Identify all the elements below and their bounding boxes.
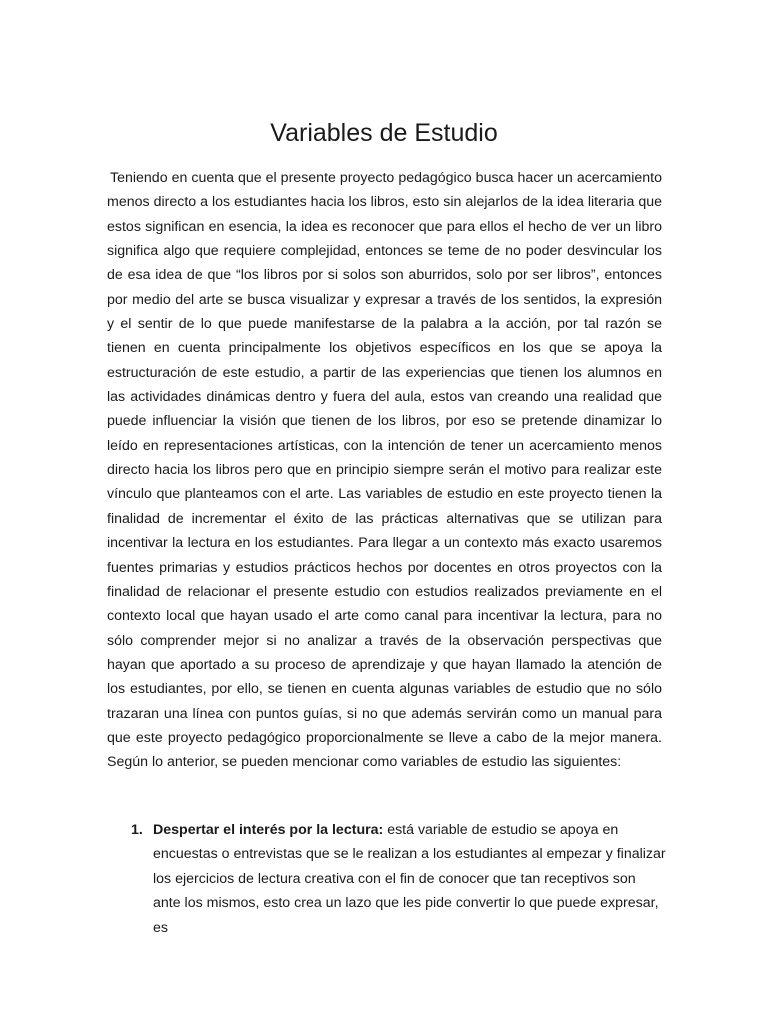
list-item — [107, 818, 667, 940]
page-title: Variables de Estudio — [270, 119, 498, 147]
body-paragraph: Teniendo en cuenta que el presente proyecto pedagógico busca hacer un acercamiento menos directo a los estudiantes hacia los libros, esto sin alejarlos de la idea literaria que estos significan en esencia, la idea es reconocer que para ellos el hecho de ver un libro significa algo que requiere complejidad, entonces se teme de no poder desvincular los de esa idea de que “los libros por si solos son aburridos, solo por ser libros”, entonces por medio del arte se busca visualizar y expresar a través de los sentidos, la expresión y el sentir de lo que puede manifestarse de la palabra a la acción, por tal razón se tienen en cuenta principalmente los objetivos específicos en los que se apoya la estructuración de este estudio, a partir de las experiencias que tienen los alumnos en las actividades dinámicas dentro y fuera del aula, estos van creando una realidad que puede influenciar la visión que tienen de los libros, por eso se pretende dinamizar lo leído en representaciones artísticas, con la intención de tener un acercamiento menos directo hacia los libros pero que en principio siempre serán el motivo para realizar este vínculo que planteamos con el arte. Las variables de estudio en este proyecto tienen la finalidad de incrementar el éxito de las prácticas alternativas que se utilizan para incentivar la lectura en los estudiantes. Para llegar a un contexto más exacto usaremos fuentes primarias y estudios prácticos hechos por docentes en otros proyectos con la finalidad de relacionar el presente estudio con estudios realizados previamente en el contexto local que hayan usado el arte como canal para incentivar la lectura, para no sólo comprender mejor si no analizar a través de la observación perspectivas que hayan que aportado a su proceso de aprendizaje y que hayan llamado la atención de los estudiantes, por ello, se tienen en cuenta algunas variables de estudio que no sólo trazaran una línea con puntos guías, si no que además servirán como un manual para que este proyecto pedagógico proporcionalmente se lleve a cabo de la mejor manera. Según lo anterior, se pueden mencionar como variables de estudio las siguientes: — [107, 170, 662, 771]
list-item-number: 1. — [131, 822, 143, 838]
list-item-text: está variable de estudio se apoya en encuestas o entrevistas que se le realizan a los estudiantes al empezar y finalizar los ejercicios de lectura creativa con el fin de conocer que tan receptivos son ante los mismos, esto crea un lazo que les pide convertir lo que puede expresar, es — [153, 822, 666, 936]
variables-list — [107, 818, 667, 940]
list-item-heading: Despertar el interés por la lectura: — [153, 822, 384, 838]
